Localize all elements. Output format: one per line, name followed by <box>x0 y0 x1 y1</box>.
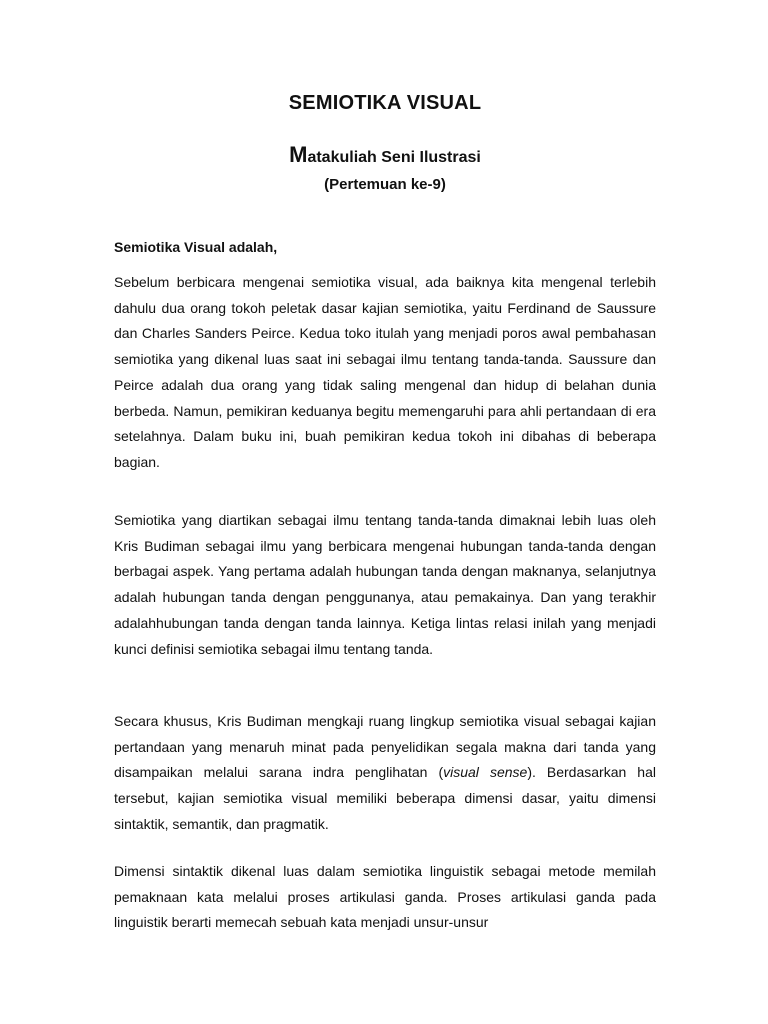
paragraph-1: Sebelum berbicara mengenai semiotika visual, ada baiknya kita mengenal terlebih dahulu dua orang tokoh peletak dasar kajian semiotika, yaitu Ferdinand de Saussure dan Charles Sanders Peirce. Kedua toko itulah yang menjadi poros awal pembahasan semiotika yang dikenal luas saat ini sebagai ilmu tentang tanda-tanda. Saussure dan Peirce adalah dua orang yang tidak saling mengenal dan hidup di belahan dunia berbeda. Namun, pemikiran keduanya begitu memengaruhi para ahli pertandaan di era setelahnya. Dalam buku ini, buah pemikiran kedua tokoh ini dibahas di beberapa bagian. <box>114 274 656 470</box>
meeting-number: (Pertemuan ke-9) <box>324 176 446 193</box>
document-title: SEMIOTIKA VISUAL <box>288 92 482 114</box>
paragraph-3 <box>114 709 656 838</box>
course-subtitle <box>114 142 656 168</box>
paragraph-3-text-after: ). Berdasarkan hal tersebut, kajian semiotika visual memiliki beberapa dimensi dasar, yaitu dimensi sintaktik, semantik, dan pragmatik. <box>114 764 656 832</box>
paragraph-3-text-before: Secara khusus, Kris Budiman mengkaji ruang lingkup semiotika visual sebagai kajian pertandaan yang menaruh minat pada penyelidikan segala makna dari tanda yang disampaikan melalui sarana indra penglihatan ( <box>114 713 656 781</box>
paragraph-3-italic-term: visual sense <box>443 764 528 781</box>
subtitle-initial: M <box>289 142 308 167</box>
paragraph-2: Semiotika yang diartikan sebagai ilmu tentang tanda-tanda dimaknai lebih luas oleh Kris Budiman sebagai ilmu yang berbicara mengenai hubungan tanda-tanda dengan berbagai aspek. Yang pertama adalah hubungan tanda dengan maknanya, selanjutnya adalah hubungan tanda dengan penggunanya, atau pemakainya. Dan yang terakhir adalahhubungan tanda dengan tanda lainnya. Ketiga lintas relasi inilah yang menjadi kunci definisi semiotika sebagai ilmu tentang tanda. <box>114 512 656 657</box>
subtitle-text: atakuliah Seni Ilustrasi <box>307 149 481 166</box>
section-heading: Semiotika Visual adalah, <box>114 239 278 255</box>
paragraph-4: Dimensi sintaktik dikenal luas dalam semiotika linguistik sebagai metode memilah pemaknaan kata melalui proses artikulasi ganda. Proses artikulasi ganda pada linguistik berarti memecah sebuah kata menjadi unsur-unsur <box>114 863 656 931</box>
